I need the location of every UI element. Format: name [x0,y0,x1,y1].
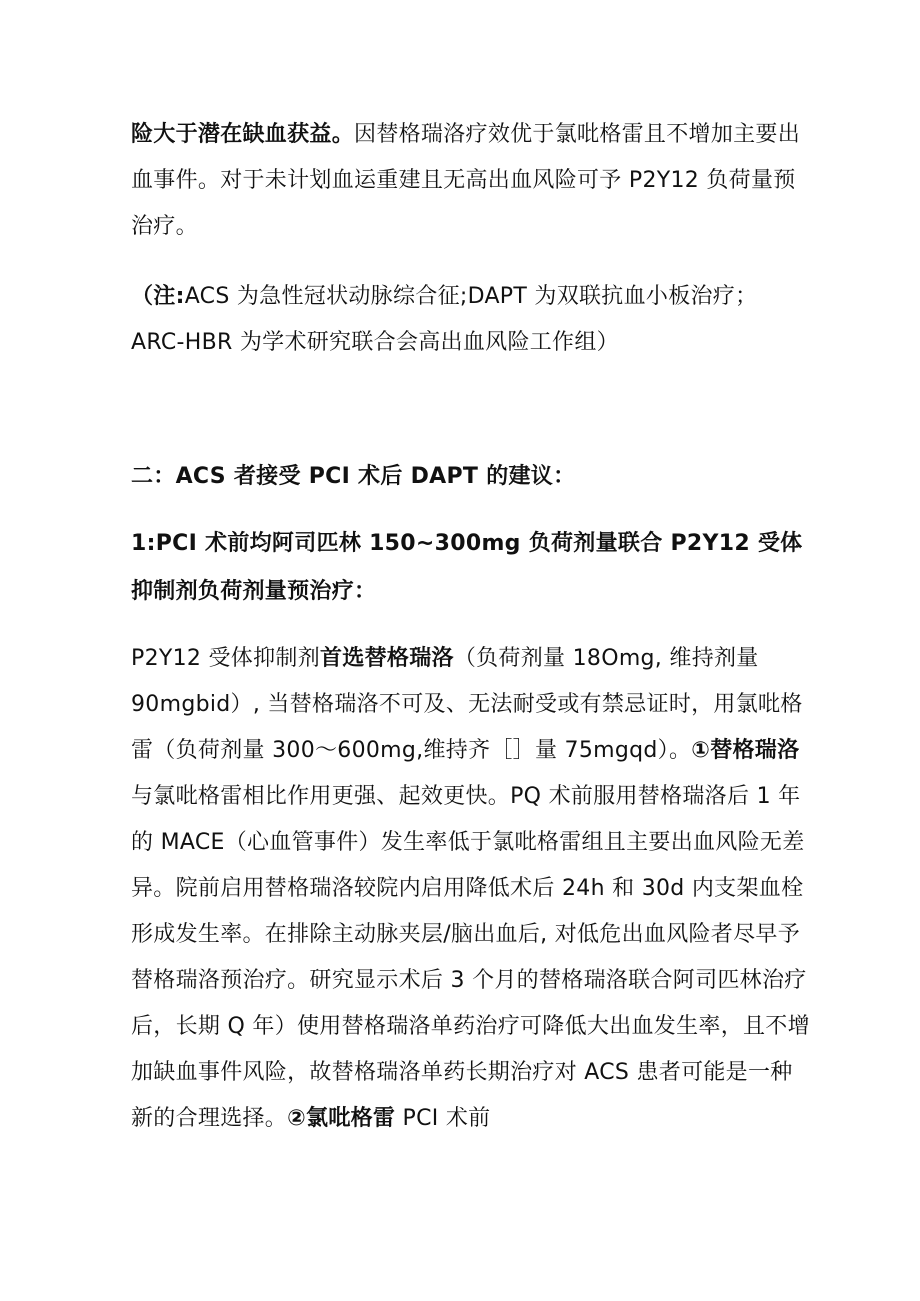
bold-phrase: ①替格瑞 [691,738,778,763]
bold-phrase: ②氯吡格雷 [287,1106,396,1131]
note-paragraph [131,274,811,366]
note-text: ACS 为急性冠状动脉综合征;DAPT 为双联抗血小板治疗；ARC-HBR 为学术研究联合会高出血风险工作组） [131,284,758,355]
paragraph-text: （负荷剂量 18Omg, 维持剂量 90mgbid）, 当替格瑞洛不可及、无法耐受或有禁忌证时，用氯吡格雷（负荷剂量 300～600mg,维持齐［］量 75mgqd）。 [131,646,803,763]
section-heading: 二：ACS 者接受 PCI 术后 DAPT 的建议： [131,464,576,489]
bold-phrase: 险大于潜在缺血获益。 [131,122,355,147]
bold-phrase: 首选替格瑞洛 [320,646,454,671]
paragraph-text: PCI 术前 [395,1106,491,1131]
bold-phrase: 洛 [777,738,800,763]
subsection-heading: 1:PCI 术前均阿司匹林 150~300mg 负荷剂量联合 P2Y12 受体抑制剂负荷剂量预治疗： [131,531,803,604]
paragraph-ticagrelor [131,636,811,1142]
note-prefix: （注: [131,284,185,309]
paragraph-text: 与氯吡格雷相比作用更强、起效更快。PQ 术前服用替格瑞洛后 1 年的 MACE（心血管事件）发生率低于氯吡格雷组且主要出血风险无差异。院前启用替格瑞洛较院内启用降低术后 24h 和 30d 内支架血栓形成发生率。在排除主动脉夹层/脑出血后, 对低危出血风险者尽早予替格瑞洛预治疗。研究显示术后 3 个月的替格瑞洛联合阿司匹林治疗后，长期 Q 年）使用替格瑞洛单药治疗可降低大出血发生率，且不增加缺血事件风险，故替格瑞洛单药长期治疗对 ACS 患者可能是一种新的合理选择。 [131,784,810,1131]
paragraph-text: 因替格瑞洛疗效优于氯吡格雷且不增加主要出血事件。对于未计划血运重建且无高出血风险可予 P2Y12 负荷量预治疗。 [131,122,801,239]
paragraph-risk [131,112,811,250]
paragraph-text: P2Y12 受体抑制剂 [131,646,320,671]
